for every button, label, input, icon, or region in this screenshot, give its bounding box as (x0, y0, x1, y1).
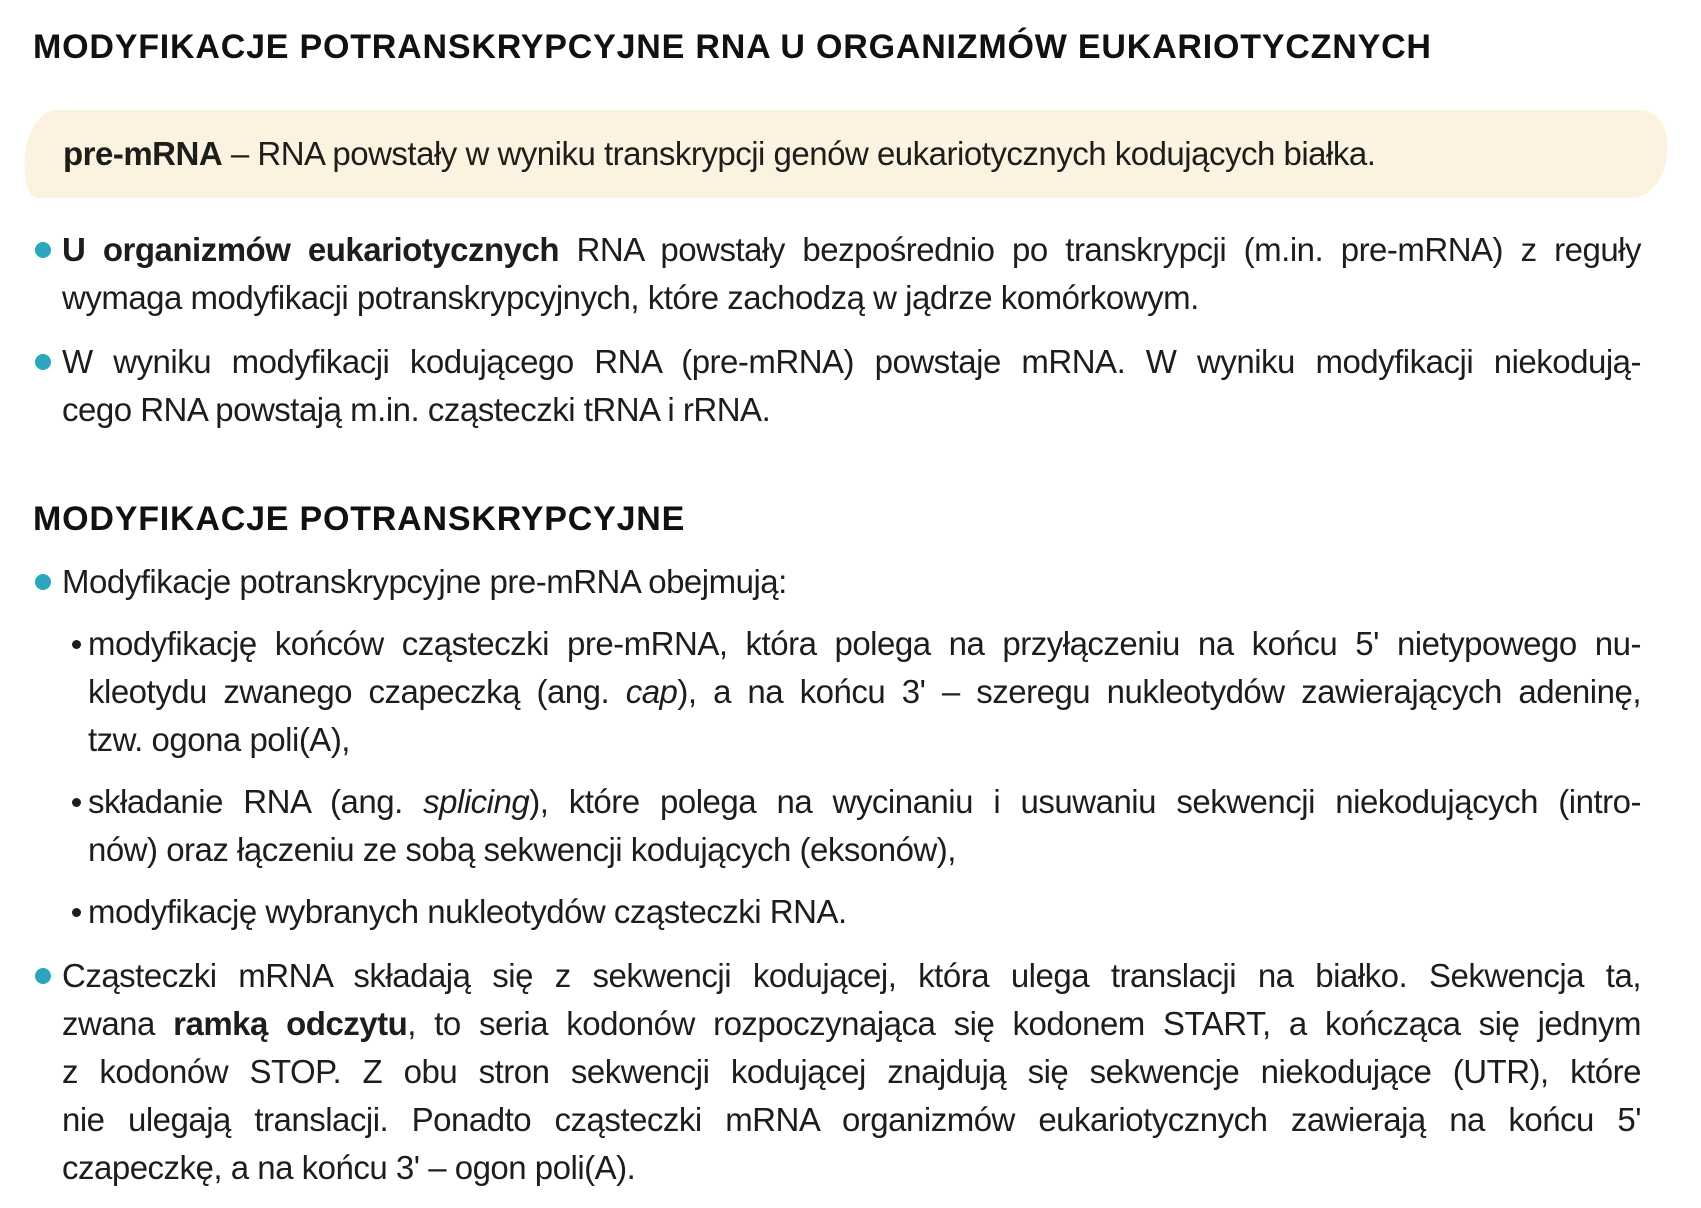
black-dot-icon (72, 640, 81, 649)
text-line: nów) oraz łączeniu ze sobą sekwencji kodujących (eksonów), (88, 831, 956, 868)
teal-bullet-icon (35, 242, 51, 258)
bullet-item (33, 952, 1641, 1192)
text-line (62, 1000, 1641, 1048)
sub-bullet-list (62, 620, 1641, 936)
text-line: Modyfikacje potranskrypcyjne pre-mRNA obejmują: (62, 563, 787, 600)
text-line: z kodonów STOP. Z obu stron sekwencji kodującej znajdują się sekwencje niekodujące (UTR), które (62, 1053, 1641, 1090)
text-segment: kleotydu zwanego czapeczką (ang. (88, 673, 626, 710)
text-line: tzw. ogona poli(A), (88, 721, 350, 758)
text-line: modyfikację końców cząsteczki pre-mRNA, która polega na przyłączeniu na końcu 5' nietypowego nu- (88, 625, 1641, 662)
text-segment: zwana (62, 1005, 174, 1042)
bullet-item (33, 226, 1641, 322)
page-title: MODYFIKACJE POTRANSKRYPCYJNE RNA U ORGANIZMÓW EUKARIOTYCZNYCH (33, 28, 1432, 66)
text-line: cego RNA powstają m.in. cząsteczki tRNA i rRNA. (62, 391, 771, 428)
text-line: czapeczkę, a na końcu 3' – ogon poli(A). (62, 1149, 636, 1186)
sub-bullet-item (62, 778, 1641, 874)
intro-bullet-list (33, 226, 1641, 434)
text-line: modyfikację wybranych nukleotydów cząsteczki RNA. (88, 893, 847, 930)
teal-bullet-icon (35, 968, 51, 984)
italic-text-segment: cap (625, 673, 678, 710)
text-line (88, 668, 1641, 716)
definition-body: – RNA powstały w wyniku transkrypcji genów eukariotycznych kodujących białka. (222, 135, 1376, 172)
black-dot-icon (72, 908, 81, 917)
text-segment: ), a na końcu 3' – szeregu nukleotydów zawierających adeninę, (677, 673, 1641, 710)
definition-term: pre-mRNA (63, 135, 223, 172)
text-line: nie ulegają translacji. Ponadto cząsteczki mRNA organizmów eukariotycznych zawierają na końcu 5' (62, 1101, 1641, 1138)
bullet-item (33, 558, 1641, 936)
text-line: W wyniku modyfikacji kodującego RNA (pre-mRNA) powstaje mRNA. W wyniku modyfikacji niekodują- (62, 343, 1641, 380)
text-line (62, 226, 1641, 274)
section-bullet-list (33, 558, 1641, 1192)
black-dot-icon (72, 798, 81, 807)
bullet-item (33, 338, 1641, 434)
teal-bullet-icon (35, 354, 51, 370)
definition-text (63, 132, 1667, 176)
teal-bullet-icon (35, 574, 51, 590)
italic-text-segment: splicing (423, 783, 530, 820)
bold-text-segment: ramką odczytu (173, 1005, 408, 1042)
section-heading: MODYFIKACJE POTRANSKRYPCYJNE (33, 500, 686, 538)
text-segment: składanie RNA (ang. (88, 783, 424, 820)
definition-box (25, 110, 1667, 198)
text-segment: RNA powstały bezpośrednio po transkrypcji (m.in. pre-mRNA) z reguły (559, 231, 1641, 268)
text-line: Cząsteczki mRNA składają się z sekwencji kodującej, która ulega translacji na białko. Sekwencja ta, (62, 957, 1641, 994)
bold-text-segment: U organizmów eukariotycznych (62, 231, 560, 268)
text-line (88, 778, 1641, 826)
text-segment: , to seria kodonów rozpoczynająca się kodonem START, a kończąca się jednym (407, 1005, 1641, 1042)
sub-bullet-item (62, 620, 1641, 764)
sub-bullet-item (62, 888, 1641, 936)
text-line: wymaga modyfikacji potranskrypcyjnych, które zachodzą w jądrze komórkowym. (62, 279, 1199, 316)
text-segment: ), które polega na wycinaniu i usuwaniu sekwencji niekodujących (intro- (529, 783, 1641, 820)
